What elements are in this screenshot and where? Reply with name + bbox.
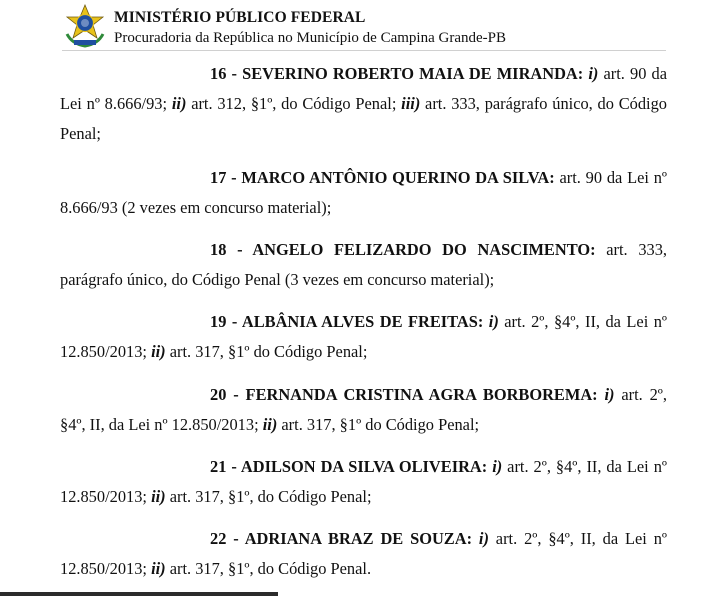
defendant-entry-21	[60, 452, 667, 512]
enumerator: ii)	[151, 342, 166, 361]
charge-text: art. 312, §1º, do Código Penal;	[186, 94, 402, 113]
defendant-entry-22	[60, 524, 667, 584]
charge-text: art. 90 da Lei nº 8.666/93;	[60, 64, 668, 113]
enumerator: ii)	[151, 487, 166, 506]
charge-text: art. 2º, §4º, II, da Lei nº 12.850/2013;	[60, 385, 667, 434]
coat-of-arms-icon	[62, 4, 108, 48]
defendant-name: 18 - ANGELO FELIZARDO DO NASCIMENTO:	[210, 240, 596, 259]
enumerator: i)	[588, 64, 599, 83]
charge-text: art. 2º, §4º, II, da Lei nº 12.850/2013;	[60, 529, 667, 578]
defendant-entry-16	[60, 59, 667, 149]
enumerator: i)	[488, 312, 499, 331]
office-subtitle: Procuradoria da República no Município de Campina Grande-PB	[114, 30, 506, 46]
enumerator: iii)	[401, 94, 421, 113]
defendant-name: 19 - ALBÂNIA ALVES DE FREITAS:	[210, 312, 484, 331]
defendant-entry-17	[60, 163, 667, 223]
enumerator: ii)	[171, 94, 187, 113]
page-bottom-bar	[0, 592, 278, 596]
charge-text: art. 333, parágrafo único, do Código Penal (3 vezes em concurso material);	[60, 240, 668, 289]
enumerator: ii)	[151, 559, 166, 578]
charge-text: art. 333, parágrafo único, do Código Penal;	[60, 94, 667, 143]
enumerator: i)	[478, 529, 489, 548]
charge-text	[472, 529, 479, 548]
enumerator: i)	[604, 385, 615, 404]
defendant-name: 21 - ADILSON DA SILVA OLIVEIRA:	[210, 457, 488, 476]
defendant-entry-20	[60, 380, 667, 440]
charge-text: art. 317, §1º do Código Penal;	[165, 342, 368, 361]
defendant-entry-19	[60, 307, 667, 367]
defendant-name: 17 - MARCO ANTÔNIO QUERINO DA SILVA:	[210, 168, 555, 187]
charge-text: art. 317, §1º do Código Penal;	[277, 415, 480, 434]
document-header	[62, 4, 662, 50]
enumerator: i)	[492, 457, 503, 476]
defendant-entry-18	[60, 235, 667, 295]
defendant-name: 16 - SEVERINO ROBERTO MAIA DE MIRANDA:	[210, 64, 584, 83]
charge-text: art. 90 da Lei nº 8.666/93 (2 vezes em concurso material);	[60, 168, 667, 217]
enumerator: ii)	[262, 415, 278, 434]
charge-text: art. 317, §1º, do Código Penal.	[165, 559, 372, 578]
header-divider	[62, 50, 666, 51]
defendant-name: 22 - ADRIANA BRAZ DE SOUZA:	[210, 529, 473, 548]
charge-text: art. 2º, §4º, II, da Lei nº 12.850/2013;	[60, 312, 667, 361]
charge-text: art. 317, §1º, do Código Penal;	[165, 487, 372, 506]
organization-name: MINISTÉRIO PÚBLICO FEDERAL	[114, 9, 366, 26]
charge-text: art. 2º, §4º, II, da Lei nº 12.850/2013;	[60, 457, 667, 506]
defendant-name: 20 - FERNANDA CRISTINA AGRA BORBOREMA:	[210, 385, 598, 404]
